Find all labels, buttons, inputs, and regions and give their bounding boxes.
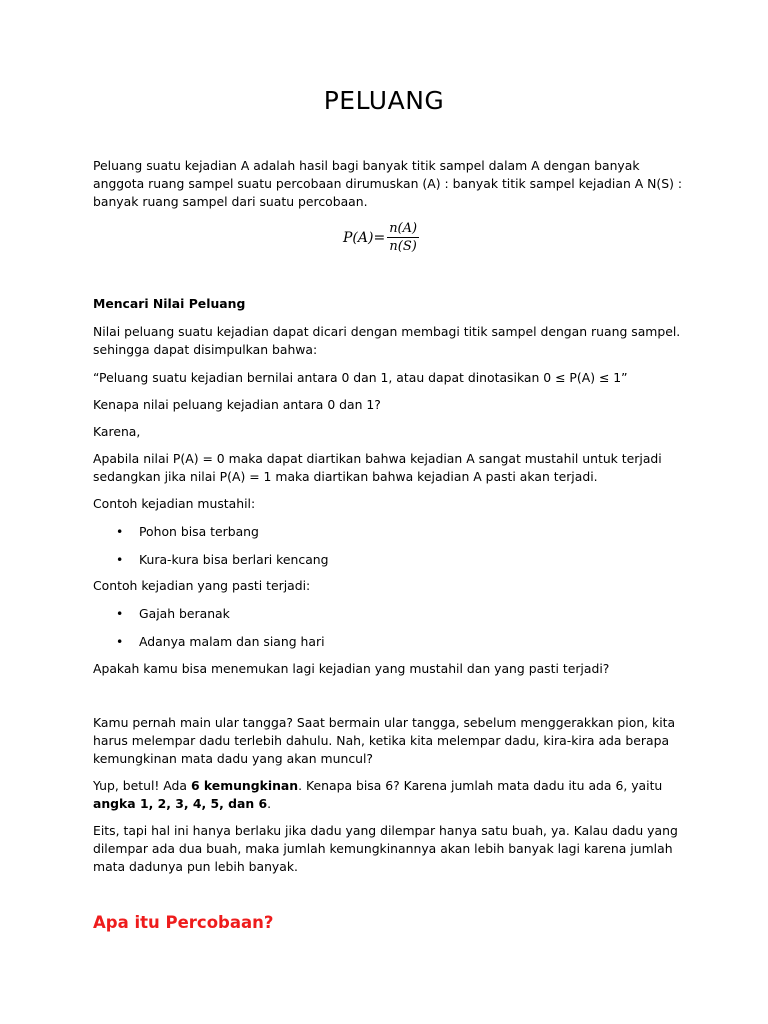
list-item: • Gajah beranak	[116, 606, 230, 621]
two-dice-paragraph: Eits, tapi hal ini hanya berlaku jika dadu yang dilempar hanya satu buah, ya. Kalau dadu yang dilempar ada dua buah, maka jumlah kemungkinannya akan lebih banyak lagi karena jumlah mata dadunya pun lebih banyak.	[93, 823, 678, 874]
bullet-icon: •	[116, 524, 124, 539]
bold-six-possibilities: 6 kemungkinan	[190, 778, 299, 793]
dice-paragraph: Kamu pernah main ular tangga? Saat bermain ular tangga, sebelum menggerakkan pion, kita harus melempar dadu terlebih dahulu. Nah, ketika kita melempar dadu, kira-kira ada berapa kemungkinan mata dadu yang akan muncul?	[93, 715, 676, 766]
challenge-paragraph: Apakah kamu bisa menemukan lagi kejadian yang mustahil dan yang pasti terjadi?	[93, 661, 610, 676]
formula-denominator: n(S)	[389, 239, 417, 254]
question-paragraph: Kenapa nilai peluang kejadian antara 0 dan 1?	[93, 397, 381, 412]
intro-paragraph: Peluang suatu kejadian A adalah hasil bagi banyak titik sampel dalam A dengan banyak anggota ruang sampel suatu percobaan dirumuskan (A) : banyak titik sampel kejadian A N(S) : banyak ruang sampel dari suatu percobaan.	[93, 158, 683, 209]
page-title: PELUANG	[323, 86, 445, 115]
formula-lhs: P(A)=	[343, 229, 386, 246]
six-possibilities-paragraph: Yup, betul! Ada 6 kemungkinan. Kenapa bisa 6? Karena jumlah mata dadu itu ada 6, yaitu angka 1, 2, 3, 4, 5, dan 6.	[93, 778, 663, 811]
bullet-icon: •	[116, 606, 124, 621]
formula-fraction	[387, 220, 419, 255]
explanation-paragraph: Apabila nilai P(A) = 0 maka dapat diartikan bahwa kejadian A sangat mustahil untuk terjadi sedangkan jika nilai P(A) = 1 maka diartikan bahwa kejadian A pasti akan terjadi.	[93, 451, 662, 484]
formula-numerator: n(A)	[389, 221, 418, 236]
certain-examples-list	[93, 605, 653, 661]
paragraph-nilai-peluang: Nilai peluang suatu kejadian dapat dicari dengan membagi titik sampel dengan ruang sampel. sehingga dapat disimpulkan bahwa:	[93, 324, 681, 357]
list-item: • Pohon bisa terbang	[116, 524, 259, 539]
section-heading-apa-itu-percobaan: Apa itu Percobaan?	[93, 913, 274, 932]
bullet-icon: •	[116, 634, 124, 649]
impossible-examples-label: Contoh kejadian mustahil:	[93, 496, 256, 511]
quote-paragraph: “Peluang suatu kejadian bernilai antara 0 dan 1, atau dapat dinotasikan 0 ≤ P(A) ≤ 1”	[93, 370, 628, 385]
impossible-examples-list	[93, 523, 653, 579]
list-item: • Adanya malam dan siang hari	[116, 634, 325, 649]
list-item: • Kura-kura bisa berlari kencang	[116, 552, 329, 567]
certain-examples-label: Contoh kejadian yang pasti terjadi:	[93, 578, 311, 593]
bold-numbers: angka 1, 2, 3, 4, 5, dan 6	[93, 796, 268, 811]
probability-formula	[343, 220, 419, 255]
karena-paragraph: Karena,	[93, 424, 141, 439]
section-heading-mencari-nilai-peluang: Mencari Nilai Peluang	[93, 296, 246, 311]
bullet-icon: •	[116, 552, 124, 567]
